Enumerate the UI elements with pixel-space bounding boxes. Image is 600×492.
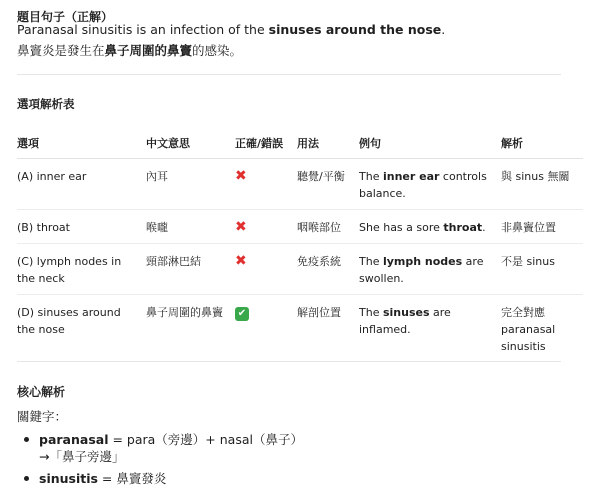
cell-analysis: 不是 sinus xyxy=(501,243,583,294)
keyword-item xyxy=(23,431,303,465)
sentence-english xyxy=(17,22,445,37)
cell-meaning: 喉嚨 xyxy=(146,209,235,243)
header-analysis: 解析 xyxy=(501,128,583,158)
cell-meaning: 鼻子周圍的鼻竇 xyxy=(146,305,223,319)
cell-option: (D) sinuses around the nose xyxy=(17,305,121,336)
sentence-english-key: sinuses around the nose xyxy=(268,22,442,37)
keyword-definition: = 鼻竇發炎 xyxy=(97,471,167,486)
keyword-label: 關鍵字： xyxy=(17,409,68,424)
table-row xyxy=(17,294,583,362)
cell-usage: 免疫系統 xyxy=(297,243,359,294)
cell-example xyxy=(359,294,501,362)
sentence-english-end: . xyxy=(441,22,446,37)
sentence-heading: 題目句子（正解） xyxy=(17,10,114,24)
cell-result xyxy=(235,209,297,243)
example-start: She has a sore xyxy=(359,220,444,234)
cell-analysis: 非鼻竇位置 xyxy=(501,209,583,243)
example-end: . xyxy=(482,220,486,234)
sentence-chinese-end: 的感染。 xyxy=(192,43,243,58)
table-row xyxy=(17,158,583,209)
example-start: The xyxy=(359,169,383,183)
cell-result xyxy=(235,158,297,209)
cell-usage: 聽覺/平衡 xyxy=(297,158,359,209)
cell-analysis: 與 sinus 無關 xyxy=(501,158,583,209)
table-heading: 選項解析表 xyxy=(17,97,75,111)
cell-meaning: 頸部淋巴結 xyxy=(146,243,235,294)
example-end: are inflamed. xyxy=(359,305,451,336)
keyword-note: →「鼻子旁邊」 xyxy=(39,449,125,464)
table-header-row xyxy=(17,128,583,158)
keyword-term: sinusitis xyxy=(39,471,98,486)
header-meaning: 中文意思 xyxy=(146,128,235,158)
cell-option: (A) inner ear xyxy=(17,158,146,209)
example-end: are swollen. xyxy=(359,254,484,285)
cross-icon: ✖ xyxy=(235,218,247,235)
divider-1 xyxy=(17,74,561,75)
keyword-item xyxy=(23,470,303,487)
table-row xyxy=(17,209,583,243)
cell-analysis: 完全對應 paranasal sinusitis xyxy=(501,305,556,353)
cross-icon: ✖ xyxy=(235,167,247,184)
divider-2 xyxy=(17,361,561,362)
cell-usage: 咽喉部位 xyxy=(297,209,359,243)
options-table xyxy=(17,128,583,362)
example-key: sinuses xyxy=(382,305,430,319)
keyword-term: paranasal xyxy=(39,432,109,447)
core-heading: 核心解析 xyxy=(17,385,66,399)
example-key: inner ear xyxy=(382,169,440,183)
example-end: controls balance. xyxy=(359,169,487,200)
cell-option: (C) lymph nodes in the neck xyxy=(17,243,146,294)
sentence-chinese-start: 鼻竇炎是發生在 xyxy=(17,43,105,58)
example-key: throat xyxy=(443,220,483,234)
cell-example xyxy=(359,209,501,243)
keyword-list xyxy=(23,431,303,492)
example-start: The xyxy=(359,254,383,268)
cell-usage: 解剖位置 xyxy=(297,305,341,319)
cell-meaning: 內耳 xyxy=(146,158,235,209)
cell-example xyxy=(359,158,501,209)
keyword-definition: = para（旁邊）+ nasal（鼻子） xyxy=(108,432,303,447)
sentence-chinese-key: 鼻子周圍的鼻竇 xyxy=(104,43,193,58)
cell-result xyxy=(235,243,297,294)
cell-result xyxy=(235,294,297,362)
header-option: 選項 xyxy=(17,128,146,158)
table-body xyxy=(17,158,583,362)
header-usage: 用法 xyxy=(297,128,359,158)
cross-icon: ✖ xyxy=(235,252,247,269)
sentence-chinese xyxy=(17,41,242,59)
header-example: 例句 xyxy=(359,128,501,158)
check-icon: ✔ xyxy=(235,307,249,321)
table-row xyxy=(17,243,583,294)
header-result: 正確/錯誤 xyxy=(235,128,297,158)
cell-option: (B) throat xyxy=(17,209,146,243)
example-start: The xyxy=(359,305,383,319)
example-key: lymph nodes xyxy=(382,254,463,268)
sentence-english-start: Paranasal sinusitis is an infection of the xyxy=(17,22,269,37)
cell-example xyxy=(359,243,501,294)
